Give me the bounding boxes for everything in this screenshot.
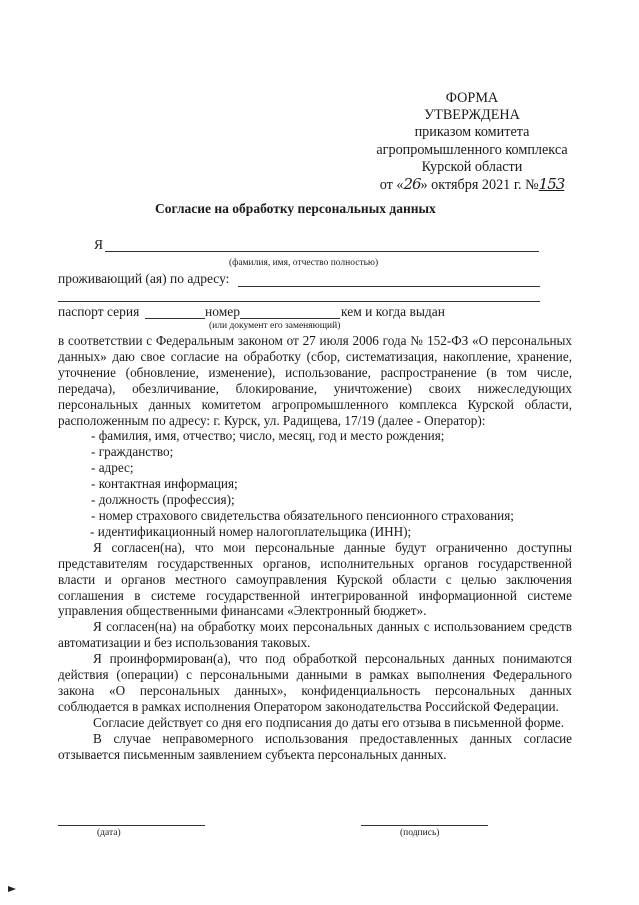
stamp-region: Курской области bbox=[421, 158, 523, 175]
scan-corner-mark bbox=[8, 886, 16, 892]
stamp-committee: агропромышленного комплекса bbox=[376, 141, 568, 158]
address-line-1 bbox=[238, 286, 540, 287]
stamp-form: ФОРМА bbox=[445, 90, 499, 106]
issued-by-label: кем и когда выдан bbox=[341, 304, 445, 319]
passport-number-line bbox=[240, 318, 340, 319]
stamp-date-line bbox=[352, 176, 592, 194]
paragraph-automation: Я согласен(на) на обработку моих персональных данных с использованием средств автоматизации и без использования таковых. bbox=[58, 619, 572, 651]
list-item: - номер страхового свидетельства обязательного пенсионного страхования; bbox=[91, 507, 514, 523]
passport-number-label: номер bbox=[205, 304, 241, 319]
list-item: - идентификационный номер налогоплательщика (ИНН); bbox=[90, 523, 412, 539]
fio-line bbox=[105, 251, 539, 252]
signature-label: (подпись) bbox=[400, 828, 440, 838]
passport-series-label: паспорт серия bbox=[58, 304, 140, 319]
fio-hint: (фамилия, имя, отчество полностью) bbox=[229, 258, 379, 268]
approval-stamp bbox=[352, 90, 592, 194]
address-label: проживающий (ая) по адресу: bbox=[58, 271, 230, 286]
paragraph-validity: Согласие действует со дня его подписания до даты его отзыва в письменной форме. bbox=[93, 714, 565, 730]
date-label: (дата) bbox=[97, 828, 121, 838]
stamp-date-prefix: от « bbox=[379, 177, 404, 194]
list-item: - гражданство; bbox=[91, 444, 174, 460]
document-title: Согласие на обработку персональных данных bbox=[155, 201, 436, 216]
stamp-date-day: 26 bbox=[403, 175, 421, 194]
stamp-order-number: 153 bbox=[538, 175, 565, 194]
list-item: - должность (профессия); bbox=[91, 492, 235, 508]
address-line-2 bbox=[58, 301, 540, 302]
stamp-approved: УТВЕРЖДЕНА bbox=[424, 107, 520, 124]
consent-body bbox=[58, 333, 572, 762]
signature-line bbox=[361, 825, 488, 826]
paragraph-informed: Я проинформирован(а), что под обработкой персональных данных понимаются действия (операции) с персональными данными в рамках выполнения Федерального закона «О персональных данных», конфиденциальность персональных данных соблюдается в рамках исполнения Оператором законодательства Российской Федерации. bbox=[58, 651, 572, 714]
list-item: - адрес; bbox=[91, 460, 134, 476]
paragraph-limited-access: Я согласен(на), что мои персональные данные будут ограниченно доступны представителям государственных органов, исполнительных органов государственной власти и органов местного самоуправления Курской области с целью заключения соглашения в системе государственной интегрированной информационной системе управления общественными финансами «Электронный бюджет». bbox=[58, 539, 572, 619]
stamp-date-suffix: » октября 2021 г. № bbox=[420, 177, 539, 194]
consent-intro: в соответствии с Федеральным законом от 27 июля 2006 года № 152-ФЗ «О персональных данных» даю свое согласие на обработку (сбор, систематизация, накопление, хранение, уточнение (обновление, изменение), использование, распространение (в том числе, передача), обезличивание, блокирование, уничтожение) своих нижеследующих персональных данных комитетом агропромышленного комплекса Курской области, расположенным по адресу: г. Курск, ул. Радищева, 17/19 (далее - Оператор): bbox=[58, 333, 572, 428]
date-line bbox=[58, 825, 205, 826]
stamp-order: приказом комитета bbox=[414, 124, 530, 141]
paragraph-revocation: В случае неправомерного использования предоставленных данных согласие отзывается письменным заявлением субъекта персональных данных. bbox=[58, 730, 572, 762]
list-item: - фамилия, имя, отчество; число, месяц, год и место рождения; bbox=[91, 428, 445, 444]
passport-series-line bbox=[145, 318, 205, 319]
list-item: - контактная информация; bbox=[91, 476, 238, 492]
fio-prefix: Я bbox=[94, 237, 104, 252]
doc-hint: (или документ его заменяющий) bbox=[209, 321, 341, 331]
